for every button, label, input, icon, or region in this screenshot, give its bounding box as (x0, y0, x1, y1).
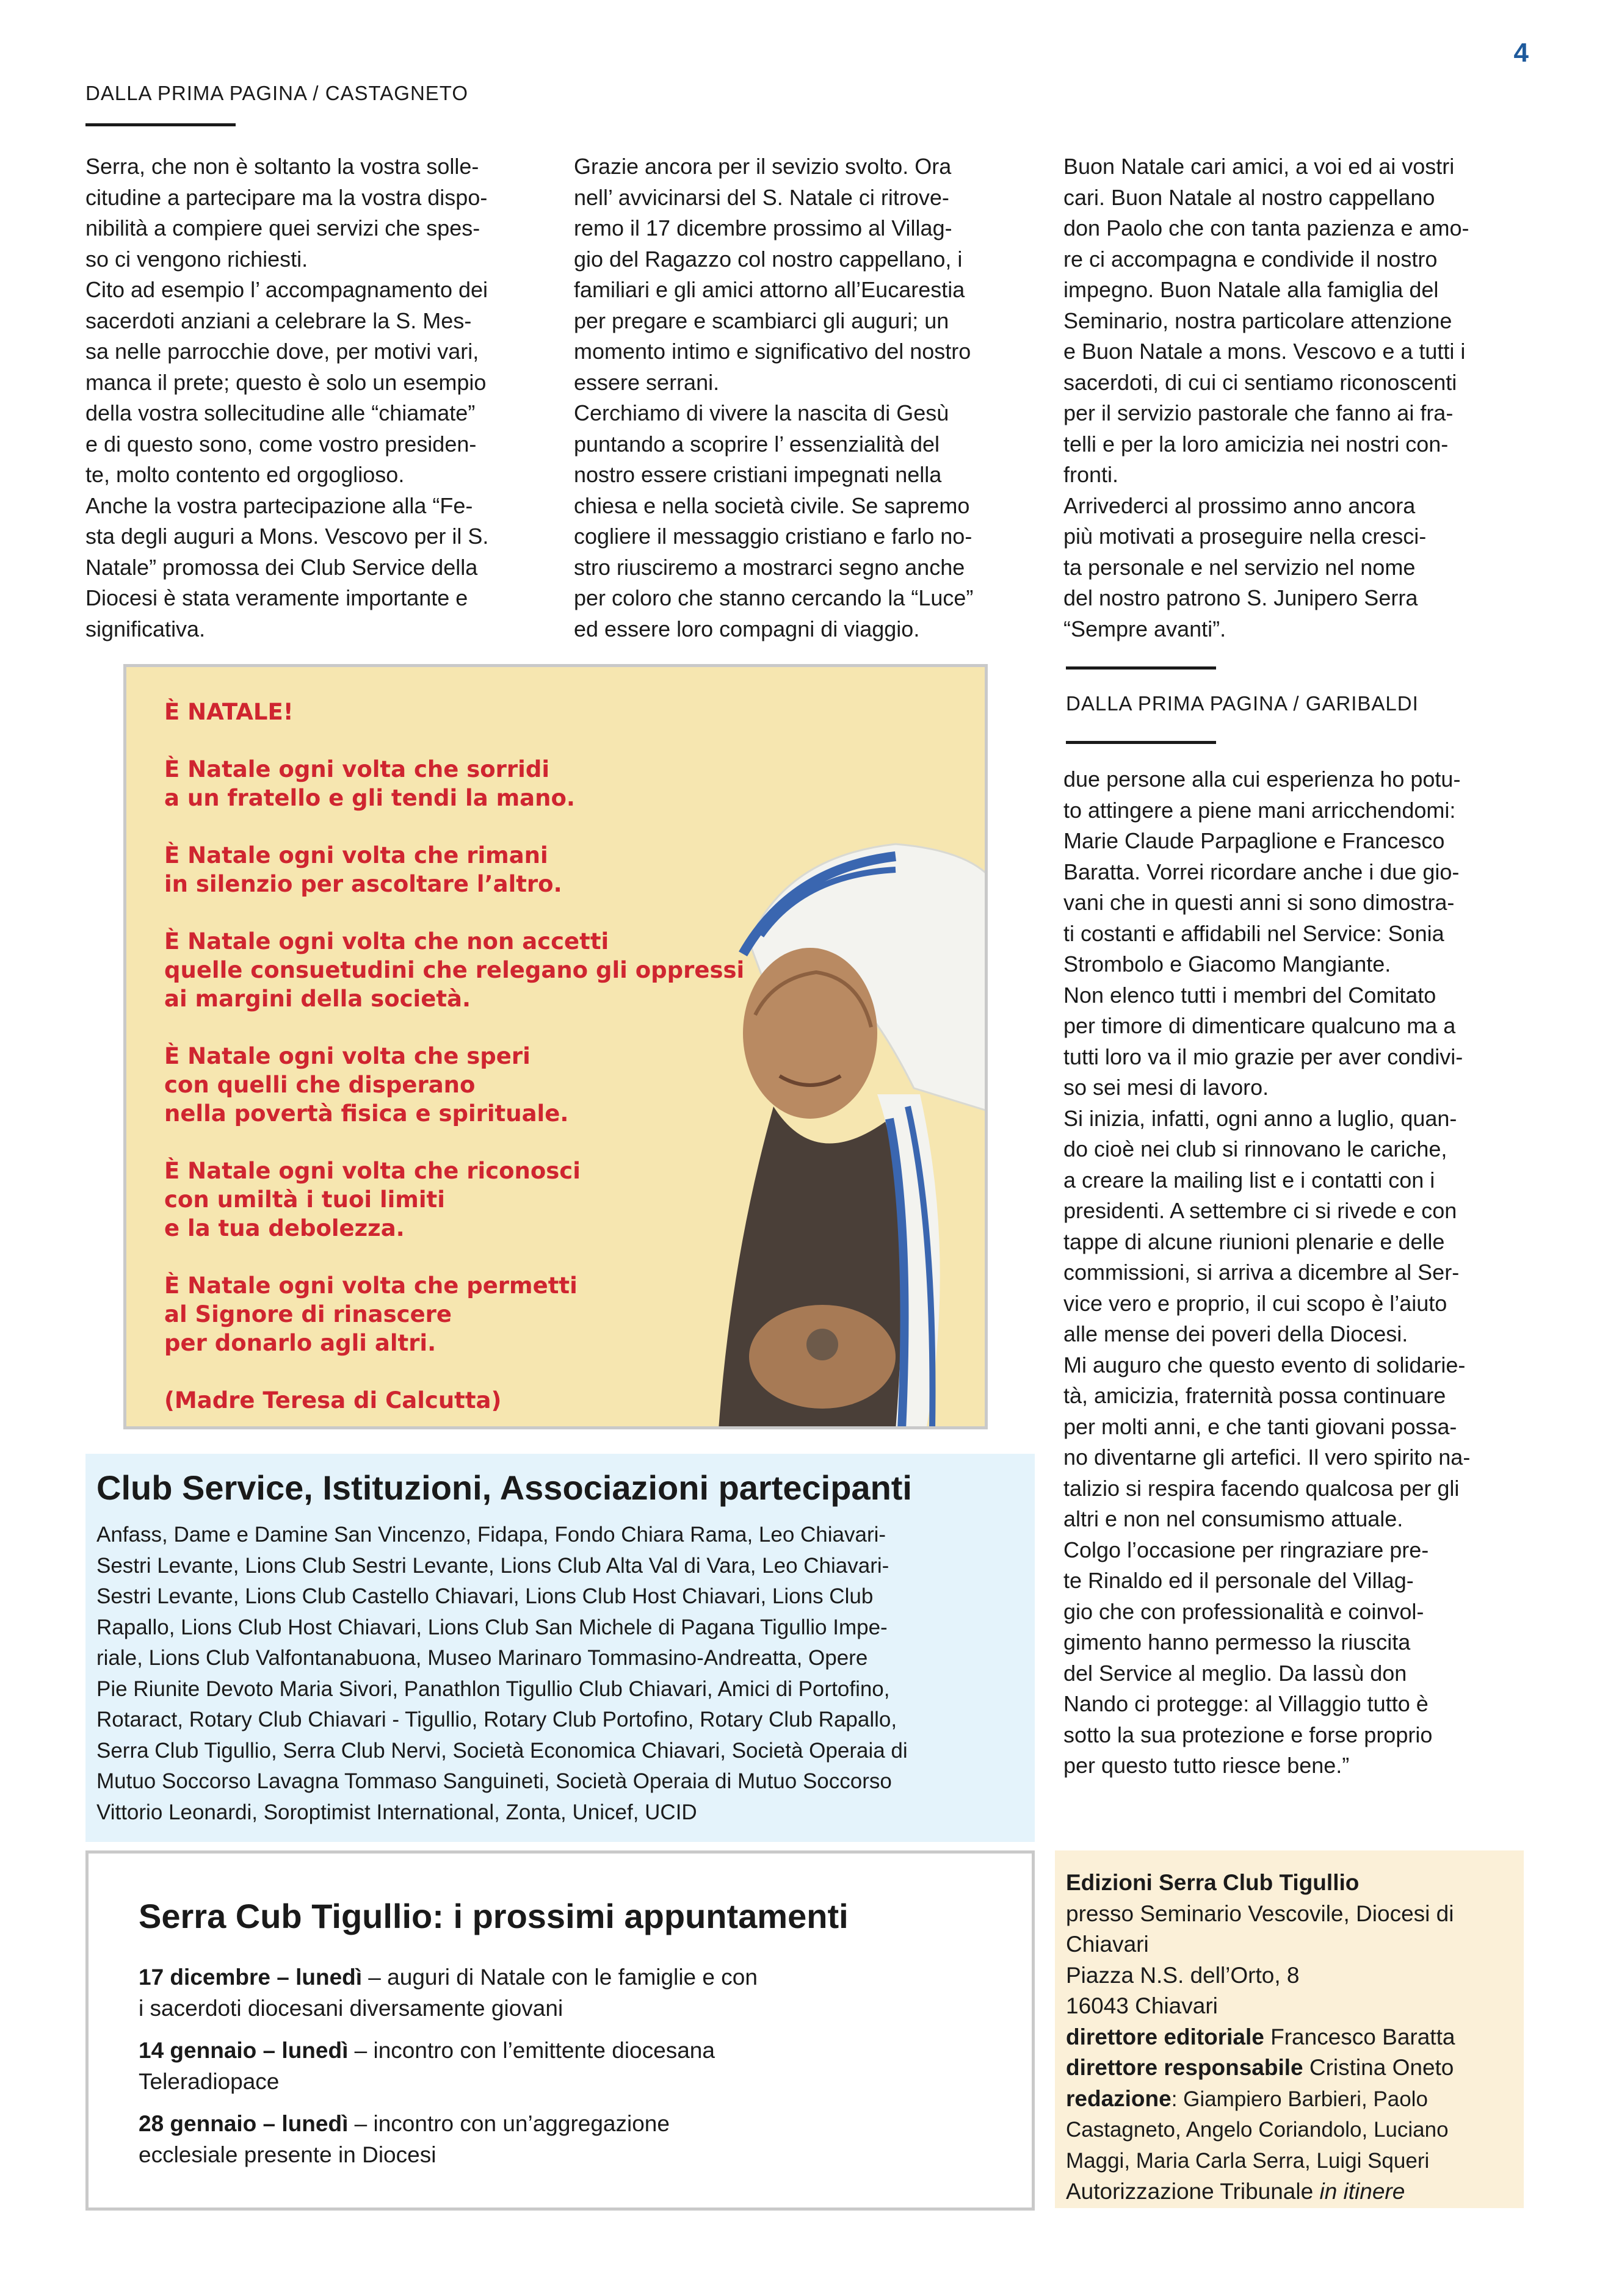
text-line: per timore di dimenticare qualcuno ma a (1063, 1013, 1456, 1038)
address-line: presso Seminario Vescovile, Diocesi di (1066, 1901, 1454, 1926)
poem-stanza: È Natale ogni volta che rimani in silenzio per ascoltare l’altro. (164, 842, 562, 897)
poem-stanza: È Natale ogni volta che permetti al Signore di rinascere per donarlo agli altri. (164, 1273, 578, 1356)
text-line: to attingere a piene mani arricchendomi: (1063, 797, 1456, 823)
text-line: vice vero e proprio, il cui scopo è l’aiuto (1063, 1290, 1447, 1316)
text-line: Serra, che non è soltanto la vostra solle- (85, 154, 479, 179)
editorial-box (1055, 1850, 1524, 2208)
poem-author: (Madre Teresa di Calcutta) (164, 1387, 502, 1413)
editorial-staff: Castagneto, Angelo Coriandolo, Luciano (1066, 2118, 1449, 2142)
poem-text (164, 698, 750, 1429)
text-line: remo il 17 dicembre prossimo al Villag- (574, 215, 952, 240)
text-line: commissioni, si arriva a dicembre al Ser- (1063, 1260, 1460, 1285)
text-line: Sestri Levante, Lions Club Sestri Levante, Lions Club Alta Val di Vara, Leo Chiavari- (96, 1553, 889, 1578)
text-line: Mutuo Soccorso Lavagna Tommaso Sanguineti, Società Operaia di Mutuo Soccorso (96, 1769, 892, 1793)
poem-stanzas (164, 755, 750, 1357)
text-line: cari. Buon Natale al nostro cappellano (1063, 184, 1435, 210)
portrait-illustration (694, 832, 988, 1429)
text-line: due persone alla cui esperienza ho potu- (1063, 767, 1461, 792)
text-line: gimento hanno permesso la riuscita (1063, 1630, 1411, 1655)
appointment-item: 14 gennaio – lunedì – incontro con l’emittente diocesana Teleradiopace (139, 2038, 715, 2094)
text-line: Seminario, nostra particolare attenzione (1063, 308, 1452, 333)
text-line: Nando ci protegge: al Villaggio tutto è (1063, 1691, 1429, 1716)
text-line: te, molto contento ed orgoglioso. (85, 462, 405, 487)
text-line: sacerdoti, di cui ci sentiamo riconoscenti (1063, 369, 1457, 395)
text-line: talizio si respira facendo qualcosa per gli (1063, 1475, 1460, 1501)
text-line: Diocesi è stata veramente importante e (85, 585, 468, 610)
section-rule (1066, 741, 1216, 744)
text-line: puntando a scoprire l’ essenzialità del (574, 431, 940, 457)
page-number: 4 (1513, 38, 1529, 68)
participants-title: Club Service, Istituzioni, Associazioni partecipanti (96, 1468, 912, 1507)
poem-stanza: È Natale ogni volta che sorridi a un fratello e gli tendi la mano. (164, 756, 575, 811)
section-rule (85, 123, 236, 126)
text-line: per pregare e scambiarci gli auguri; un (574, 308, 949, 333)
text-line: “Sempre avanti”. (1063, 616, 1226, 641)
text-line: no diventarne gli artefici. Il vero spirito na- (1063, 1445, 1471, 1470)
text-line: manca il prete; questo è solo un esempio (85, 369, 487, 395)
text-line: Arrivederci al prossimo anno ancora (1063, 493, 1416, 518)
text-line: Anche la vostra partecipazione alla “Fe- (85, 493, 473, 518)
text-line: impegno. Buon Natale alla famiglia del (1063, 277, 1439, 302)
text-line: stro riusciremo a mostrarci segno anche (574, 554, 965, 580)
text-line: cogliere il messaggio cristiano e farlo no- (574, 524, 972, 549)
text-line: don Paolo che con tanta pazienza e amo- (1063, 215, 1469, 240)
editorial-staff: Maggi, Maria Carla Serra, Luigi Squeri (1066, 2148, 1430, 2173)
text-line: tà, amicizia, fraternità possa continuare (1063, 1383, 1446, 1408)
appointment-item: 17 dicembre – lunedì – auguri di Natale con le famiglie e con i sacerdoti diocesani diversamente giovani (139, 1965, 758, 2021)
section-rule (1066, 666, 1216, 670)
text-line: del nostro patrono S. Junipero Serra (1063, 585, 1418, 610)
text-line: Rotaract, Rotary Club Chiavari - Tigullio, Rotary Club Portofino, Rotary Club Rapallo, (96, 1708, 897, 1731)
text-line: Vittorio Leonardi, Soroptimist International, Zonta, Unicef, UCID (96, 1800, 697, 1824)
article-column-1 (85, 151, 545, 644)
editorial-director: direttore editoriale Francesco Baratta (1066, 2024, 1455, 2049)
address-line: Piazza N.S. dell’Orto, 8 (1066, 1962, 1300, 1988)
text-line: Anfass, Dame e Damine San Vincenzo, Fidapa, Fondo Chiara Rama, Leo Chiavari- (96, 1523, 886, 1547)
text-line: Pie Riunite Devoto Maria Sivori, Panathlon Tigullio Club Chiavari, Amici di Portofino, (96, 1677, 890, 1701)
text-line: fronti. (1063, 462, 1119, 487)
text-line: momento intimo e significativo del nostro (574, 339, 971, 364)
text-line: Buon Natale cari amici, a voi ed ai vostri (1063, 154, 1455, 179)
section-heading-garibaldi: DALLA PRIMA PAGINA / GARIBALDI (1066, 692, 1419, 715)
text-line: chiesa e nella società civile. Se sapremo (574, 493, 970, 518)
christmas-poem-poster (123, 664, 988, 1429)
text-line: so ci vengono richiesti. (85, 246, 308, 272)
text-line: essere serrani. (574, 369, 720, 395)
text-line: vani che in questi anni si sono dimostra- (1063, 890, 1455, 915)
appointments-box (85, 1850, 1035, 2211)
text-line: sacerdoti anziani a celebrare la S. Mes- (85, 308, 472, 333)
text-line: a creare la mailing list e i contatti con i (1063, 1167, 1435, 1193)
text-line: Colgo l’occasione per ringraziare pre- (1063, 1537, 1429, 1562)
text-line: Cerchiamo di vivere la nascita di Gesù (574, 400, 949, 425)
text-line: te Rinaldo ed il personale del Villag- (1063, 1568, 1414, 1593)
appointment-item: 28 gennaio – lunedì – incontro con un’aggregazione ecclesiale presente in Diocesi (139, 2111, 670, 2167)
text-line: nell’ avvicinarsi del S. Natale ci ritrove- (574, 184, 949, 210)
text-line: presidenti. A settembre ci si rivede e con (1063, 1198, 1457, 1223)
poem-stanza: È Natale ogni volta che non accetti quelle consuetudini che relegano gli oppressi ai margini della società. (164, 928, 745, 1012)
publisher-name: Edizioni Serra Club Tigullio (1066, 1870, 1360, 1895)
text-line: Si inizia, infatti, ogni anno a luglio, quan- (1063, 1105, 1457, 1131)
poem-stanza: È Natale ogni volta che speri con quelli che disperano nella povertà fisica e spirituale. (164, 1043, 569, 1127)
text-line: del Service al meglio. Da lassù don (1063, 1660, 1407, 1686)
text-line: so sei mesi di lavoro. (1063, 1075, 1269, 1100)
text-line: riale, Lions Club Valfontanabuona, Museo Marinaro Tommasino-Andreatta, Opere (96, 1646, 868, 1670)
text-line: nibilità a compiere quei servizi che spes- (85, 215, 480, 240)
court-authorization: Autorizzazione Tribunale in itinere (1066, 2179, 1405, 2204)
poem-stanza: È Natale ogni volta che riconosci con umiltà i tuoi limiti e la tua debolezza. (164, 1158, 581, 1241)
text-line: sotto la sua protezione e forse proprio (1063, 1722, 1433, 1747)
text-line: Baratta. Vorrei ricordare anche i due gio- (1063, 859, 1460, 884)
participants-list (96, 1520, 1024, 1828)
text-line: della vostra sollecitudine alle “chiamate” (85, 400, 476, 425)
text-line: Serra Club Tigullio, Serra Club Nervi, Società Economica Chiavari, Società Operaia di (96, 1738, 908, 1763)
text-line: do cioè nei club si rinnovano le cariche, (1063, 1136, 1447, 1161)
text-line: Sestri Levante, Lions Club Castello Chiavari, Lions Club Host Chiavari, Lions Club (96, 1584, 874, 1608)
appointments-title: Serra Cub Tigullio: i prossimi appuntamenti (139, 1897, 849, 1935)
text-line: tappe di alcune riunioni plenarie e delle (1063, 1229, 1445, 1254)
participants-box (85, 1454, 1035, 1842)
text-line: più motivati a proseguire nella cresci- (1063, 524, 1427, 549)
text-line: Marie Claude Parpaglione e Francesco (1063, 828, 1445, 853)
text-line: telli e per la loro amicizia nei nostri con- (1063, 431, 1449, 457)
text-line: altri e non nel consumismo attuale. (1063, 1506, 1403, 1531)
text-line: Cito ad esempio l’ accompagnamento dei (85, 277, 488, 302)
article-column-2 (574, 151, 1033, 644)
section-heading-castagneto: DALLA PRIMA PAGINA / CASTAGNETO (85, 82, 469, 104)
text-line: Mi auguro che questo evento di solidarie- (1063, 1352, 1466, 1377)
editorial-staff: redazione: Giampiero Barbieri, Paolo (1066, 2085, 1428, 2111)
text-line: e Buon Natale a mons. Vescovo e a tutti i (1063, 339, 1466, 364)
text-line: per coloro che stanno cercando la “Luce” (574, 585, 974, 610)
poem-title: È NATALE! (164, 699, 294, 725)
text-line: Rapallo, Lions Club Host Chiavari, Lions Club San Michele di Pagana Tigullio Impe- (96, 1615, 888, 1639)
text-line: per molti anni, e che tanti giovani possa- (1063, 1413, 1457, 1439)
text-line: Non elenco tutti i membri del Comitato (1063, 982, 1436, 1008)
responsible-director: direttore responsabile Cristina Oneto (1066, 2055, 1454, 2080)
text-line: gio che con professionalità e coinvol- (1063, 1598, 1424, 1624)
text-line: tutti loro va il mio grazie per aver condivi- (1063, 1044, 1463, 1069)
text-line: per questo tutto riesce bene.” (1063, 1753, 1350, 1778)
address-line: 16043 Chiavari (1066, 1993, 1218, 2018)
text-line: ta personale e nel servizio nel nome (1063, 554, 1416, 580)
text-line: e di questo sono, come vostro presiden- (85, 431, 477, 457)
text-line: sa nelle parrocchie dove, per motivi vari, (85, 339, 479, 364)
text-line: alle mense dei poveri della Diocesi. (1063, 1321, 1408, 1346)
address-line: Chiavari (1066, 1932, 1149, 1957)
article-column-4 (1063, 764, 1523, 1782)
text-line: ti costanti e affidabili nel Service: Sonia (1063, 920, 1444, 946)
text-line: nostro essere cristiani impegnati nella (574, 462, 942, 487)
text-line: Grazie ancora per il sevizio svolto. Ora (574, 154, 952, 179)
text-line: citudine a partecipare ma la vostra dispo- (85, 184, 488, 210)
text-line: gio del Ragazzo col nostro cappellano, i (574, 246, 963, 272)
text-line: per il servizio pastorale che fanno ai fra- (1063, 400, 1454, 425)
text-line: Natale” promossa dei Club Service della (85, 554, 478, 580)
text-line: sta degli auguri a Mons. Vescovo per il S. (85, 524, 489, 549)
text-line: Strombolo e Giacomo Mangiante. (1063, 951, 1391, 977)
text-line: significativa. (85, 616, 206, 641)
text-line: ed essere loro compagni di viaggio. (574, 616, 920, 641)
article-column-3 (1063, 151, 1523, 644)
text-line: re ci accompagna e condivide il nostro (1063, 246, 1438, 272)
text-line: familiari e gli amici attorno all’Eucarestia (574, 277, 965, 302)
